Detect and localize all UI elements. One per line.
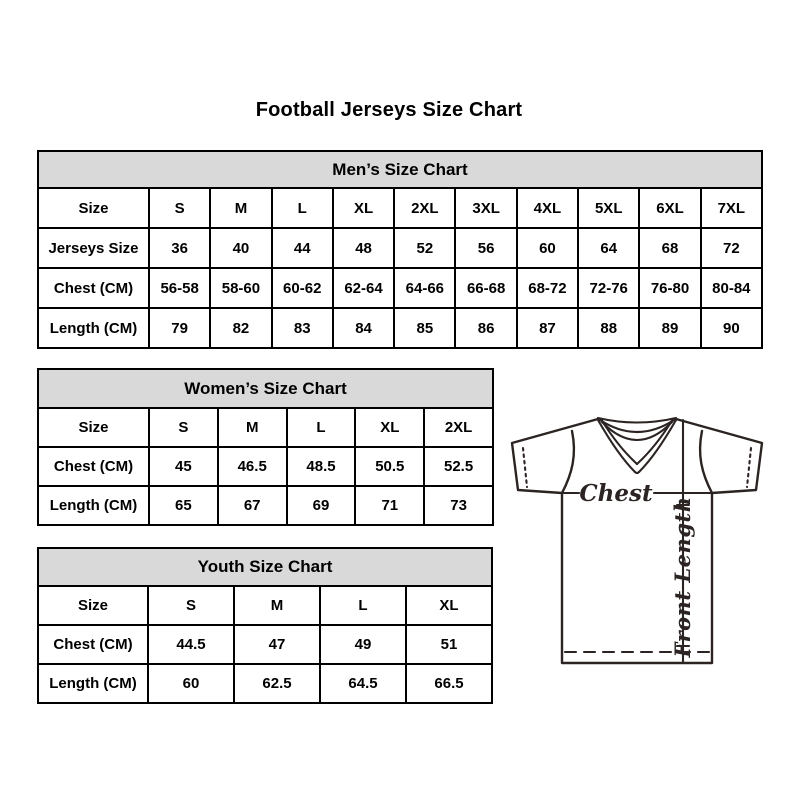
row-label-cell: Size bbox=[38, 408, 149, 447]
value-cell: 5XL bbox=[578, 188, 639, 228]
value-cell: M bbox=[210, 188, 271, 228]
value-cell: 68 bbox=[639, 228, 700, 268]
value-cell: 64.5 bbox=[320, 664, 406, 703]
youth-header-row bbox=[38, 548, 492, 586]
left-sleeve-stitch-line bbox=[523, 448, 527, 487]
collar-top-curve bbox=[598, 418, 676, 423]
jersey-measurement-diagram bbox=[500, 405, 775, 675]
value-cell: 79 bbox=[149, 308, 210, 348]
row-label-cell: Jerseys Size bbox=[38, 228, 149, 268]
table-row bbox=[38, 586, 492, 625]
value-cell: 64-66 bbox=[394, 268, 455, 308]
table-row bbox=[38, 268, 762, 308]
value-cell: 62.5 bbox=[234, 664, 320, 703]
table-row bbox=[38, 486, 493, 525]
vneck-inner-right bbox=[637, 419, 673, 464]
value-cell: 83 bbox=[272, 308, 333, 348]
table-row bbox=[38, 308, 762, 348]
value-cell: 73 bbox=[424, 486, 493, 525]
value-cell: 66-68 bbox=[455, 268, 516, 308]
value-cell: 89 bbox=[639, 308, 700, 348]
value-cell: 2XL bbox=[424, 408, 493, 447]
front-length-label: Front Length bbox=[670, 496, 695, 658]
value-cell: 56-58 bbox=[149, 268, 210, 308]
table-row bbox=[38, 664, 492, 703]
row-label-cell: Size bbox=[38, 586, 148, 625]
value-cell: XL bbox=[406, 586, 492, 625]
value-cell: 2XL bbox=[394, 188, 455, 228]
value-cell: 45 bbox=[149, 447, 218, 486]
value-cell: 65 bbox=[149, 486, 218, 525]
value-cell: 80-84 bbox=[701, 268, 762, 308]
page-title: Football Jerseys Size Chart bbox=[255, 99, 523, 121]
row-label-cell: Length (CM) bbox=[38, 664, 148, 703]
row-label-cell: Size bbox=[38, 188, 149, 228]
table-row bbox=[38, 188, 762, 228]
value-cell: 50.5 bbox=[355, 447, 424, 486]
value-cell: 86 bbox=[455, 308, 516, 348]
value-cell: 44 bbox=[272, 228, 333, 268]
value-cell: M bbox=[218, 408, 287, 447]
womens-table-title: Women’s Size Chart bbox=[38, 369, 493, 408]
mens-header-row bbox=[38, 151, 762, 188]
value-cell: 56 bbox=[455, 228, 516, 268]
value-cell: S bbox=[149, 408, 218, 447]
value-cell: 66.5 bbox=[406, 664, 492, 703]
value-cell: 7XL bbox=[701, 188, 762, 228]
value-cell: 64 bbox=[578, 228, 639, 268]
vneck-point-join bbox=[635, 472, 639, 473]
value-cell: 40 bbox=[210, 228, 271, 268]
value-cell: 90 bbox=[701, 308, 762, 348]
value-cell: S bbox=[148, 586, 234, 625]
value-cell: 46.5 bbox=[218, 447, 287, 486]
value-cell: XL bbox=[333, 188, 394, 228]
value-cell: 58-60 bbox=[210, 268, 271, 308]
value-cell: 44.5 bbox=[148, 625, 234, 664]
value-cell: L bbox=[272, 188, 333, 228]
value-cell: 4XL bbox=[517, 188, 578, 228]
value-cell: 3XL bbox=[455, 188, 516, 228]
value-cell: 51 bbox=[406, 625, 492, 664]
value-cell: XL bbox=[355, 408, 424, 447]
jersey-right-sleeve bbox=[676, 419, 762, 493]
value-cell: 62-64 bbox=[333, 268, 394, 308]
value-cell: 52 bbox=[394, 228, 455, 268]
jersey-collar bbox=[598, 418, 676, 473]
jersey-left-armhole-seam bbox=[562, 431, 574, 493]
youth-table-title: Youth Size Chart bbox=[38, 548, 492, 586]
value-cell: 48 bbox=[333, 228, 394, 268]
value-cell: 48.5 bbox=[287, 447, 356, 486]
value-cell: 72-76 bbox=[578, 268, 639, 308]
mens-size-table bbox=[37, 150, 763, 349]
womens-size-table bbox=[37, 368, 494, 526]
value-cell: 87 bbox=[517, 308, 578, 348]
value-cell: 76-80 bbox=[639, 268, 700, 308]
table-row bbox=[38, 625, 492, 664]
chest-label: Chest bbox=[579, 480, 653, 507]
jersey-outline bbox=[512, 419, 762, 663]
value-cell: 85 bbox=[394, 308, 455, 348]
value-cell: L bbox=[320, 586, 406, 625]
mens-table-title: Men’s Size Chart bbox=[38, 151, 762, 188]
value-cell: 6XL bbox=[639, 188, 700, 228]
value-cell: 71 bbox=[355, 486, 424, 525]
right-sleeve-stitch-line bbox=[747, 448, 751, 487]
value-cell: 49 bbox=[320, 625, 406, 664]
value-cell: S bbox=[149, 188, 210, 228]
row-label-cell: Length (CM) bbox=[38, 486, 149, 525]
jersey-right-armhole-seam bbox=[700, 431, 712, 493]
value-cell: 60 bbox=[517, 228, 578, 268]
row-label-cell: Chest (CM) bbox=[38, 625, 148, 664]
value-cell: 88 bbox=[578, 308, 639, 348]
value-cell: 52.5 bbox=[424, 447, 493, 486]
row-label-cell: Chest (CM) bbox=[38, 268, 149, 308]
value-cell: 69 bbox=[287, 486, 356, 525]
womens-header-row bbox=[38, 369, 493, 408]
value-cell: 82 bbox=[210, 308, 271, 348]
youth-size-table bbox=[37, 547, 493, 704]
value-cell: 68-72 bbox=[517, 268, 578, 308]
value-cell: 36 bbox=[149, 228, 210, 268]
value-cell: 72 bbox=[701, 228, 762, 268]
table-row bbox=[38, 447, 493, 486]
table-row bbox=[38, 408, 493, 447]
value-cell: 60-62 bbox=[272, 268, 333, 308]
value-cell: M bbox=[234, 586, 320, 625]
value-cell: 47 bbox=[234, 625, 320, 664]
value-cell: 84 bbox=[333, 308, 394, 348]
table-row bbox=[38, 228, 762, 268]
value-cell: 67 bbox=[218, 486, 287, 525]
front-length-measurement bbox=[670, 420, 695, 663]
value-cell: L bbox=[287, 408, 356, 447]
row-label-cell: Length (CM) bbox=[38, 308, 149, 348]
vneck-inner-left bbox=[601, 419, 637, 464]
value-cell: 60 bbox=[148, 664, 234, 703]
row-label-cell: Chest (CM) bbox=[38, 447, 149, 486]
